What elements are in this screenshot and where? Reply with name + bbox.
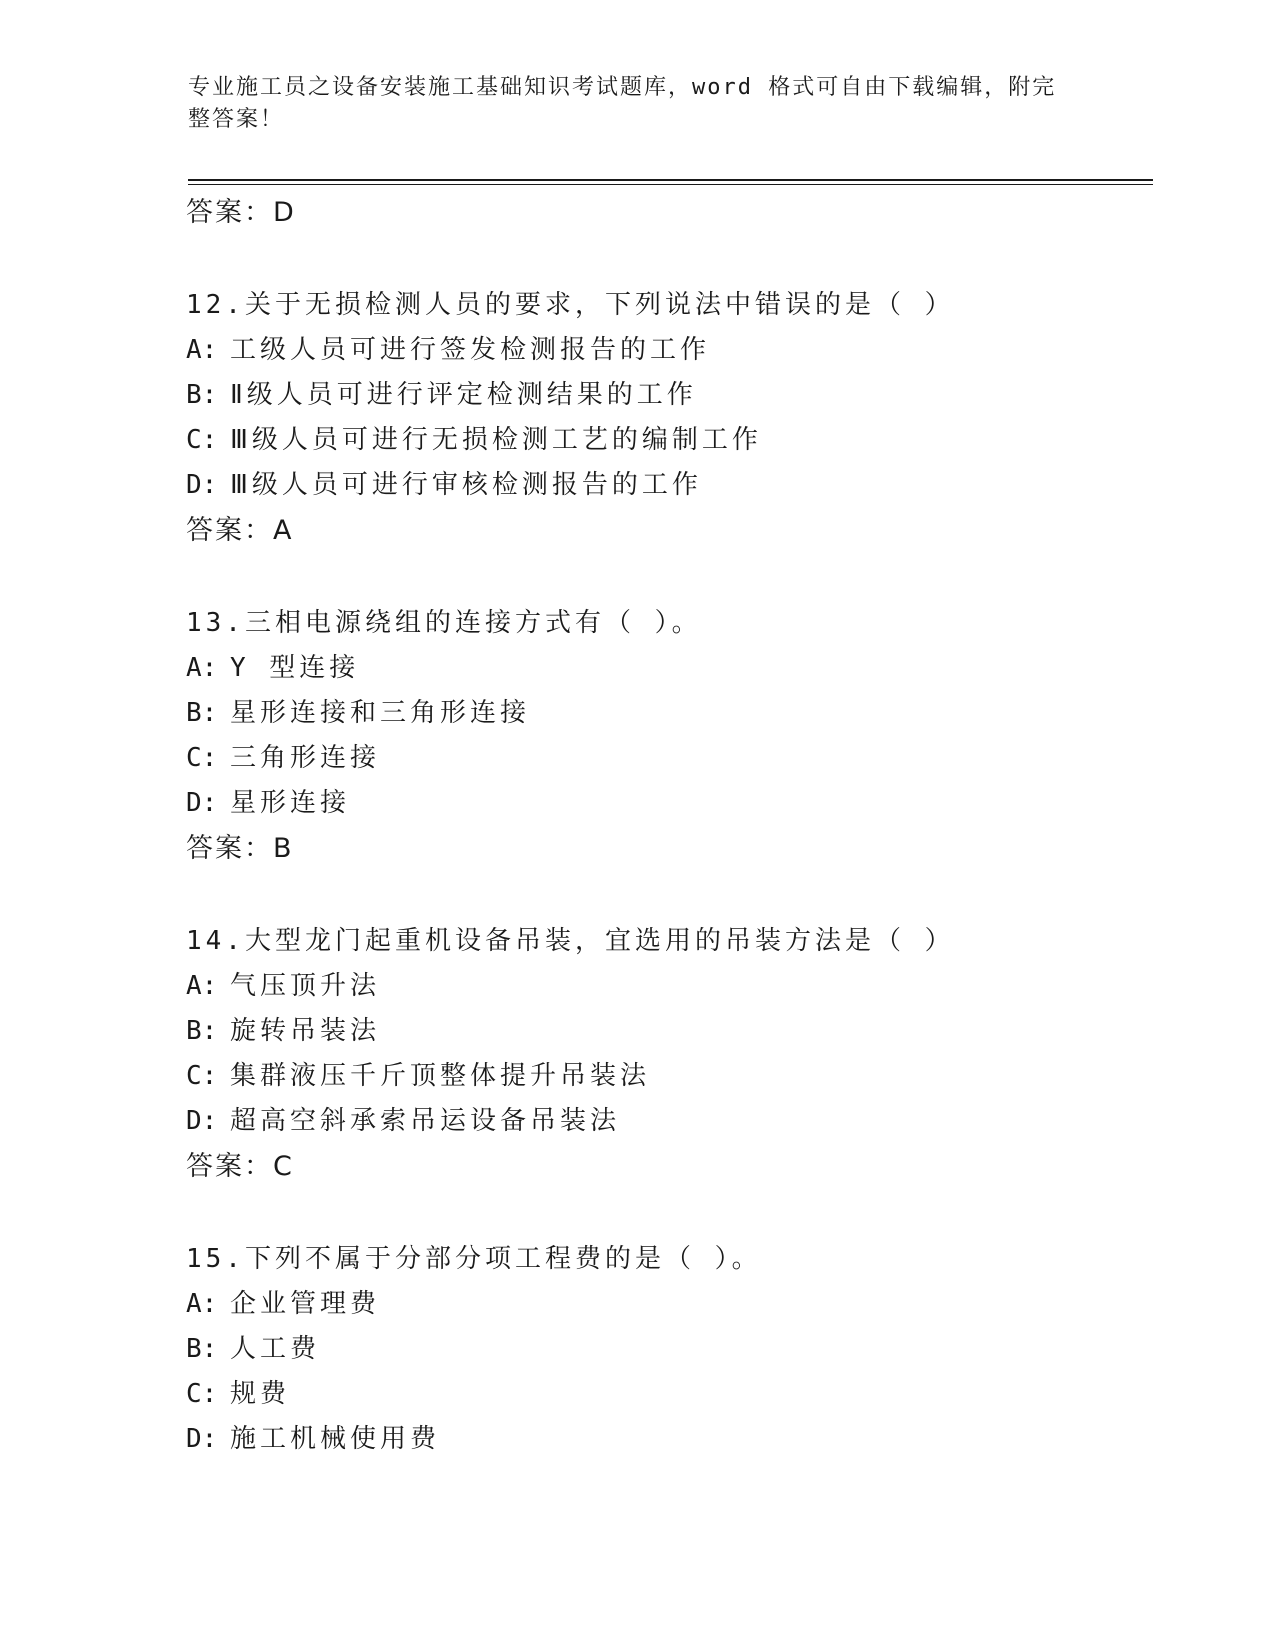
option-text: 人工费 xyxy=(230,1334,321,1364)
answer-line: 答案：C xyxy=(186,1151,294,1182)
answer-line: 答案：D xyxy=(186,197,296,228)
option-c xyxy=(186,736,1146,781)
option-label: D: xyxy=(186,788,218,818)
answer-line: 答案：B xyxy=(186,833,294,864)
option-label: C: xyxy=(186,1379,218,1409)
option-text: 星形连接 xyxy=(230,788,351,818)
option-text: 施工机械使用费 xyxy=(230,1424,441,1454)
option-label: B: xyxy=(186,1016,218,1046)
option-label: B: xyxy=(186,698,218,728)
option-label: A: xyxy=(186,653,218,683)
question-text: 13.三相电源绕组的连接方式有（ ）。 xyxy=(186,608,702,638)
document-body xyxy=(186,190,1146,1462)
option-a xyxy=(186,1282,1146,1327)
option-label: C: xyxy=(186,743,218,773)
option-text: 规费 xyxy=(230,1379,291,1409)
option-d xyxy=(186,781,1146,826)
option-b xyxy=(186,1327,1146,1372)
option-text: Ⅲ级人员可进行无损检测工艺的编制工作 xyxy=(230,425,762,455)
option-a xyxy=(186,964,1146,1009)
answer-line: 答案：A xyxy=(186,515,294,546)
option-label: A: xyxy=(186,335,218,365)
option-text: Ⅲ级人员可进行审核检测报告的工作 xyxy=(230,470,702,500)
header-line-1: 专业施工员之设备安装施工基础知识考试题库，word 格式可自由下载编辑，附完 xyxy=(188,75,1057,100)
question-block-15 xyxy=(186,1237,1146,1462)
option-a xyxy=(186,328,1146,373)
option-text: Ⅱ级人员可进行评定检测结果的工作 xyxy=(230,380,697,410)
option-label: A: xyxy=(186,1289,218,1319)
option-text: 工级人员可进行签发检测报告的工作 xyxy=(230,335,711,365)
question-block-13 xyxy=(186,601,1146,871)
header-line-2: 整答案！ xyxy=(188,107,285,132)
option-text: Y 型连接 xyxy=(230,653,360,683)
option-c xyxy=(186,418,1146,463)
option-d xyxy=(186,1099,1146,1144)
option-label: D: xyxy=(186,1106,218,1136)
header-rule-thick xyxy=(188,179,1153,181)
option-label: D: xyxy=(186,470,218,500)
option-text: 超高空斜承索吊运设备吊装法 xyxy=(230,1106,621,1136)
option-label: B: xyxy=(186,1334,218,1364)
option-c xyxy=(186,1372,1146,1417)
option-text: 三角形连接 xyxy=(230,743,381,773)
option-b xyxy=(186,373,1146,418)
question-text: 12.关于无损检测人员的要求，下列说法中错误的是（ ） xyxy=(186,290,955,320)
option-label: C: xyxy=(186,1061,218,1091)
option-label: B: xyxy=(186,380,218,410)
option-label: D: xyxy=(186,1424,218,1454)
option-a xyxy=(186,646,1146,691)
option-text: 集群液压千斤顶整体提升吊装法 xyxy=(230,1061,651,1091)
question-block-14 xyxy=(186,919,1146,1189)
option-c xyxy=(186,1054,1146,1099)
question-text: 15.下列不属于分部分项工程费的是（ ）。 xyxy=(186,1244,762,1274)
option-text: 旋转吊装法 xyxy=(230,1016,381,1046)
option-d xyxy=(186,1417,1146,1462)
question-block-12 xyxy=(186,283,1146,553)
option-b xyxy=(186,1009,1146,1054)
option-label: A: xyxy=(186,971,218,1001)
option-text: 星形连接和三角形连接 xyxy=(230,698,531,728)
document-header xyxy=(188,72,1068,136)
option-text: 气压顶升法 xyxy=(230,971,381,1001)
question-text: 14.大型龙门起重机设备吊装，宜选用的吊装方法是（ ） xyxy=(186,926,955,956)
option-text: 企业管理费 xyxy=(230,1289,381,1319)
header-rule-thin xyxy=(188,184,1153,185)
option-d xyxy=(186,463,1146,508)
option-label: C: xyxy=(186,425,218,455)
option-b xyxy=(186,691,1146,736)
